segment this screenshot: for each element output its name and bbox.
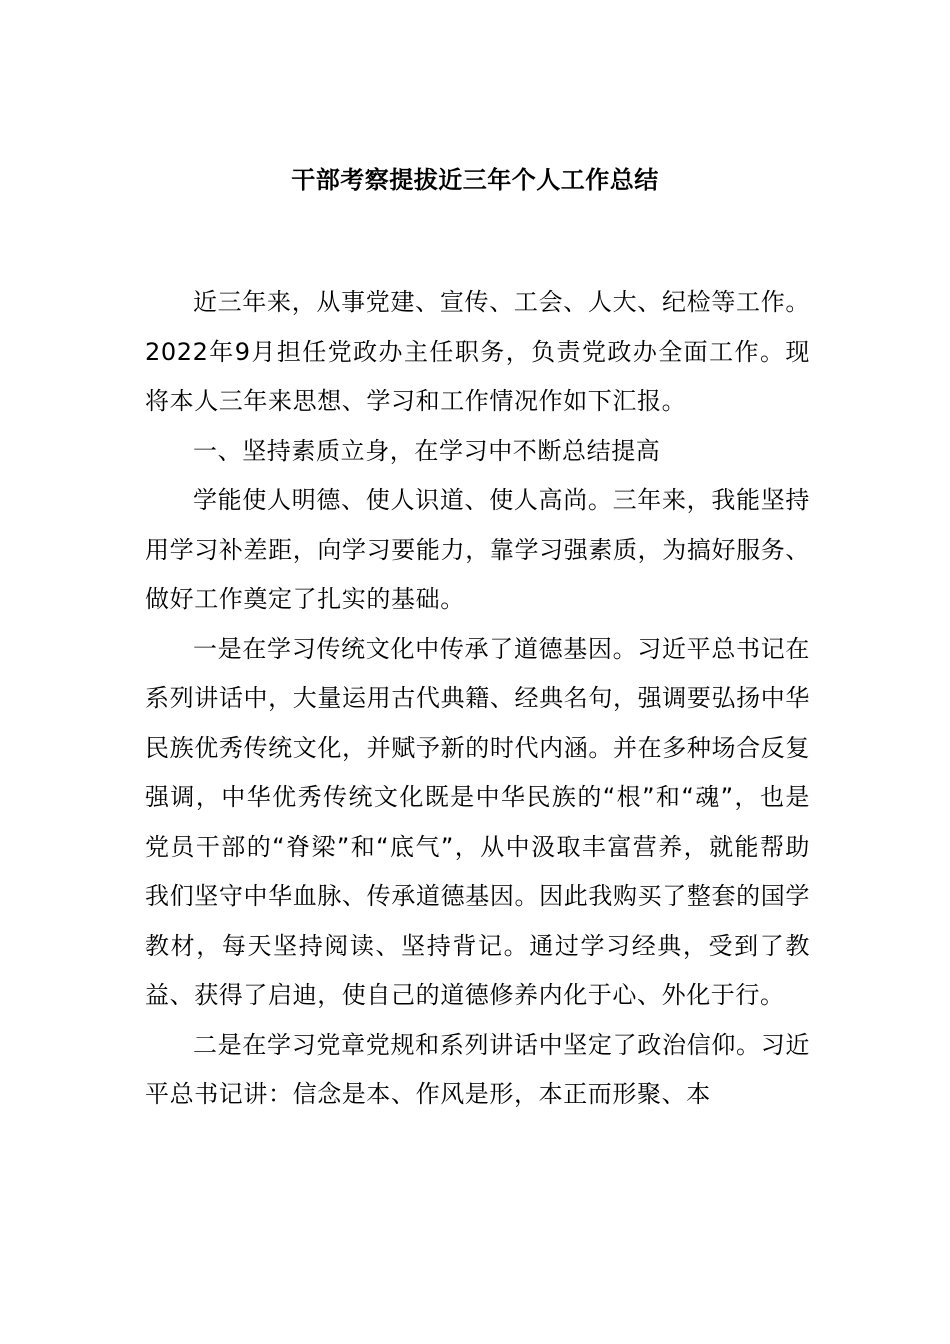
paragraph-intro: 近三年来，从事党建、宣传、工会、人大、纪检等工作。2022年9月担任党政办主任职务，负责党政办全面工作。现将本人三年来思想、学习和工作情况作如下汇报。 xyxy=(145,288,810,415)
paragraph-political-belief: 二是在学习党章党规和系列讲话中坚定了政治信仰。习近平总书记讲：信念是本、作风是形，本正而形聚、本 xyxy=(145,1030,810,1108)
document-title: 干部考察提拔近三年个人工作总结 xyxy=(291,166,659,194)
paragraph-learning: 学能使人明德、使人识道、使人高尚。三年来，我能坚持用学习补差距，向学习要能力，靠学习强素质，为搞好服务、做好工作奠定了扎实的基础。 xyxy=(145,486,810,613)
section-heading-1: 一、坚持素质立身，在学习中不断总结提高 xyxy=(193,436,661,465)
document-body xyxy=(145,278,810,1120)
paragraph-traditional-culture: 一是在学习传统文化中传承了道德基因。习近平总书记在系列讲话中，大量运用古代典籍、经典名句，强调要弘扬中华民族优秀传统文化，并赋予新的时代内涵。并在多种场合反复强调，中华优秀传统文化既是中华民族的“根”和“魂”，也是党员干部的“脊梁”和“底气”，从中汲取丰富营养，就能帮助我们坚守中华血脉、传承道德基因。因此我购买了整套的国学教材，每天坚持阅读、坚持背记。通过学习经典，受到了教益、获得了启迪，使自己的道德修养内化于心、外化于行。 xyxy=(145,634,810,1009)
